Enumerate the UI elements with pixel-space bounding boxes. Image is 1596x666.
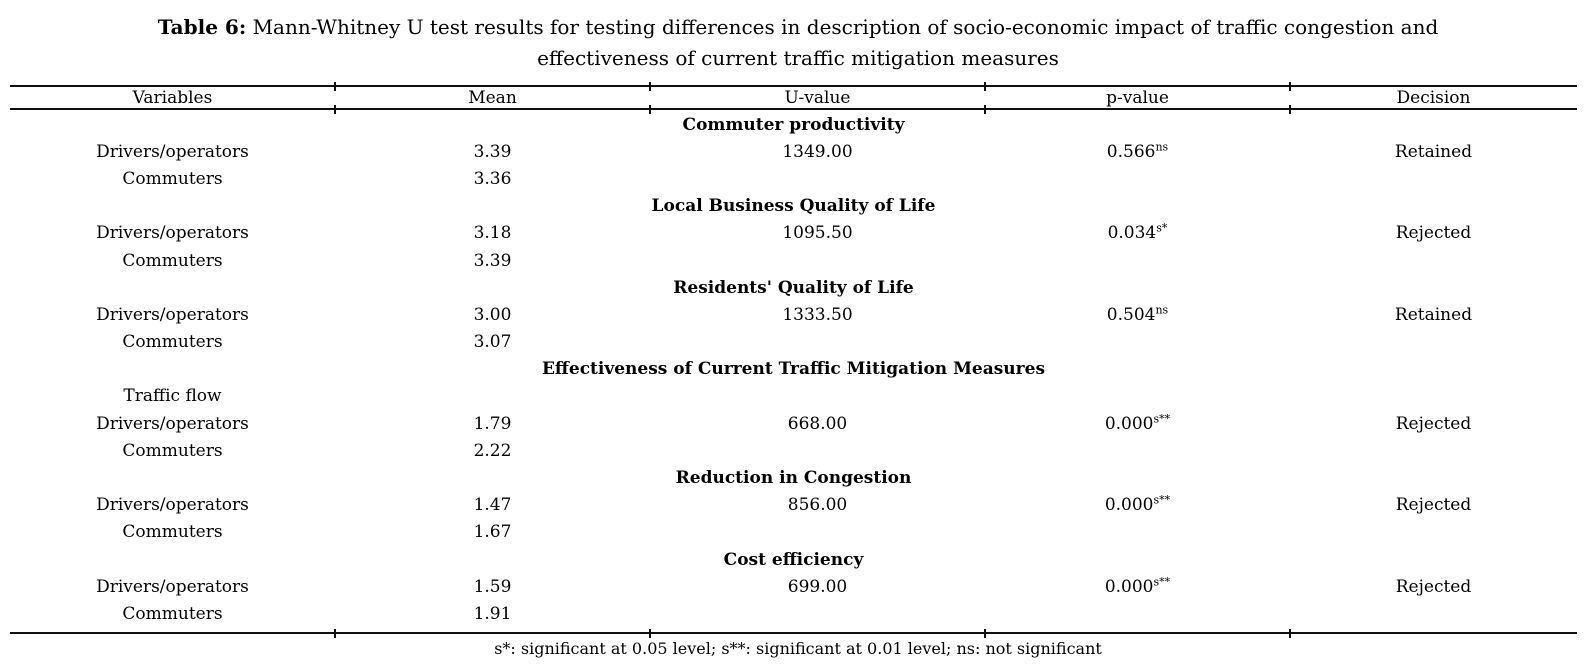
table-header-row: [10, 87, 1577, 108]
section-header-row: [10, 193, 1577, 220]
column-header-mean: Mean: [468, 87, 517, 108]
table-number-label: Table 6:: [157, 15, 247, 39]
table-row: [10, 600, 1577, 627]
section-header-row: [10, 356, 1577, 383]
variable-cell: Drivers/operators: [96, 304, 249, 325]
variable-cell: Commuters: [122, 440, 223, 461]
column-divider-tick: [984, 105, 986, 114]
p-value-cell: [985, 142, 1290, 162]
decision-cell: Retained: [1394, 141, 1473, 162]
decision-cell: Retained: [1394, 304, 1473, 325]
variable-cell: Commuters: [122, 168, 223, 189]
variable-cell: Commuters: [122, 603, 223, 624]
p-value-text: 0.504: [1106, 304, 1156, 325]
table-row: [10, 492, 1577, 519]
variable-cell: Commuters: [122, 522, 223, 543]
mean-cell: 3.18: [473, 223, 512, 244]
p-value-superscript: s**: [1153, 493, 1171, 507]
p-value-text: 0.000: [1104, 495, 1154, 516]
table-row: [10, 519, 1577, 546]
variable-cell: Commuters: [122, 250, 223, 271]
p-value-text: 0.034: [1107, 223, 1157, 244]
table-row: [10, 410, 1577, 437]
table-header-rule: [10, 108, 1577, 110]
column-divider-tick: [334, 105, 336, 114]
column-divider-tick: [1289, 105, 1291, 114]
table-row: [10, 165, 1577, 192]
table-caption-line2: effectiveness of current traffic mitigation measures: [537, 46, 1059, 70]
column-divider-tick: [649, 105, 651, 114]
section-header-row: [10, 274, 1577, 301]
u-value-cell: 856.00: [787, 495, 848, 516]
mean-cell: 3.39: [473, 141, 512, 162]
table-row: [10, 383, 1577, 410]
table-row: [10, 247, 1577, 274]
section-title: Reduction in Congestion: [675, 468, 912, 489]
p-value-cell: [985, 495, 1290, 515]
section-header-row: [10, 464, 1577, 491]
table-row: [10, 437, 1577, 464]
decision-cell: Rejected: [1395, 413, 1472, 434]
p-value-superscript: s*: [1156, 221, 1168, 235]
column-divider-tick: [1289, 629, 1291, 638]
table-bottom-rule: [10, 632, 1577, 634]
column-divider-tick: [984, 82, 986, 91]
column-header-u-value: U-value: [784, 87, 851, 108]
table-footnote: s*: significant at 0.05 level; s**: significant at 0.01 level; ns: not significant: [494, 638, 1102, 658]
p-value-cell: [985, 223, 1290, 243]
section-title: Effectiveness of Current Traffic Mitigation Measures: [541, 359, 1046, 380]
mean-cell: 1.59: [473, 576, 512, 597]
u-value-cell: 1349.00: [782, 141, 853, 162]
column-divider-tick: [649, 629, 651, 638]
p-value-superscript: s**: [1153, 575, 1171, 589]
variable-cell: Drivers/operators: [96, 495, 249, 516]
p-value-text: 0.000: [1104, 576, 1154, 597]
column-divider-tick: [984, 629, 986, 638]
section-header-row: [10, 546, 1577, 573]
u-value-cell: 1095.50: [782, 223, 853, 244]
column-divider-tick: [1289, 82, 1291, 91]
p-value-cell: [985, 577, 1290, 597]
section-header-row: [10, 111, 1577, 138]
mean-cell: 1.91: [473, 603, 512, 624]
variable-cell: Drivers/operators: [96, 223, 249, 244]
u-value-cell: 668.00: [787, 413, 848, 434]
p-value-text: 0.566: [1106, 141, 1156, 162]
variable-sub-label: Traffic flow: [123, 386, 222, 407]
mean-cell: 3.39: [473, 250, 512, 271]
column-header-p-value: p-value: [1106, 87, 1169, 108]
section-title: Local Business Quality of Life: [651, 196, 936, 217]
p-value-superscript: ns: [1155, 303, 1169, 317]
column-divider-tick: [334, 629, 336, 638]
section-title: Residents' Quality of Life: [673, 277, 914, 298]
decision-cell: Rejected: [1395, 495, 1472, 516]
mean-cell: 1.79: [473, 413, 512, 434]
variable-cell: Drivers/operators: [96, 141, 249, 162]
mean-cell: 1.67: [473, 522, 512, 543]
variable-cell: Drivers/operators: [96, 576, 249, 597]
table-caption: [0, 0, 1596, 74]
p-value-cell: [985, 414, 1290, 434]
p-value-superscript: s**: [1153, 412, 1171, 425]
p-value-text: 0.000: [1104, 413, 1154, 434]
mean-cell: 3.00: [473, 304, 512, 325]
p-value-cell: [985, 305, 1290, 325]
u-value-cell: 699.00: [787, 576, 848, 597]
table-caption-text: Mann-Whitney U test results for testing differences in description of socio-economic impact of traffic congestion and: [252, 15, 1439, 39]
section-title: Cost efficiency: [723, 549, 864, 570]
table-row: [10, 138, 1577, 165]
column-header-variables: Variables: [132, 87, 213, 108]
table-row: [10, 220, 1577, 247]
section-title: Commuter productivity: [682, 114, 905, 135]
table-body: [10, 110, 1577, 628]
table-row: [10, 301, 1577, 328]
decision-cell: Rejected: [1395, 576, 1472, 597]
variable-cell: Commuters: [122, 332, 223, 353]
table-caption-line1: [0, 12, 1596, 43]
mean-cell: 3.07: [473, 332, 512, 353]
table-row: [10, 329, 1577, 356]
column-divider-tick: [334, 82, 336, 91]
decision-cell: Rejected: [1395, 223, 1472, 244]
variable-cell: Drivers/operators: [96, 413, 249, 434]
table-top-rule: [10, 85, 1577, 87]
table-row: [10, 573, 1577, 600]
mean-cell: 1.47: [473, 495, 512, 516]
u-value-cell: 1333.50: [782, 304, 853, 325]
mann-whitney-table: [10, 85, 1577, 634]
mean-cell: 3.36: [473, 168, 512, 189]
column-header-decision: Decision: [1396, 87, 1471, 108]
mean-cell: 2.22: [473, 440, 512, 461]
p-value-superscript: ns: [1155, 140, 1169, 154]
column-divider-tick: [649, 82, 651, 91]
